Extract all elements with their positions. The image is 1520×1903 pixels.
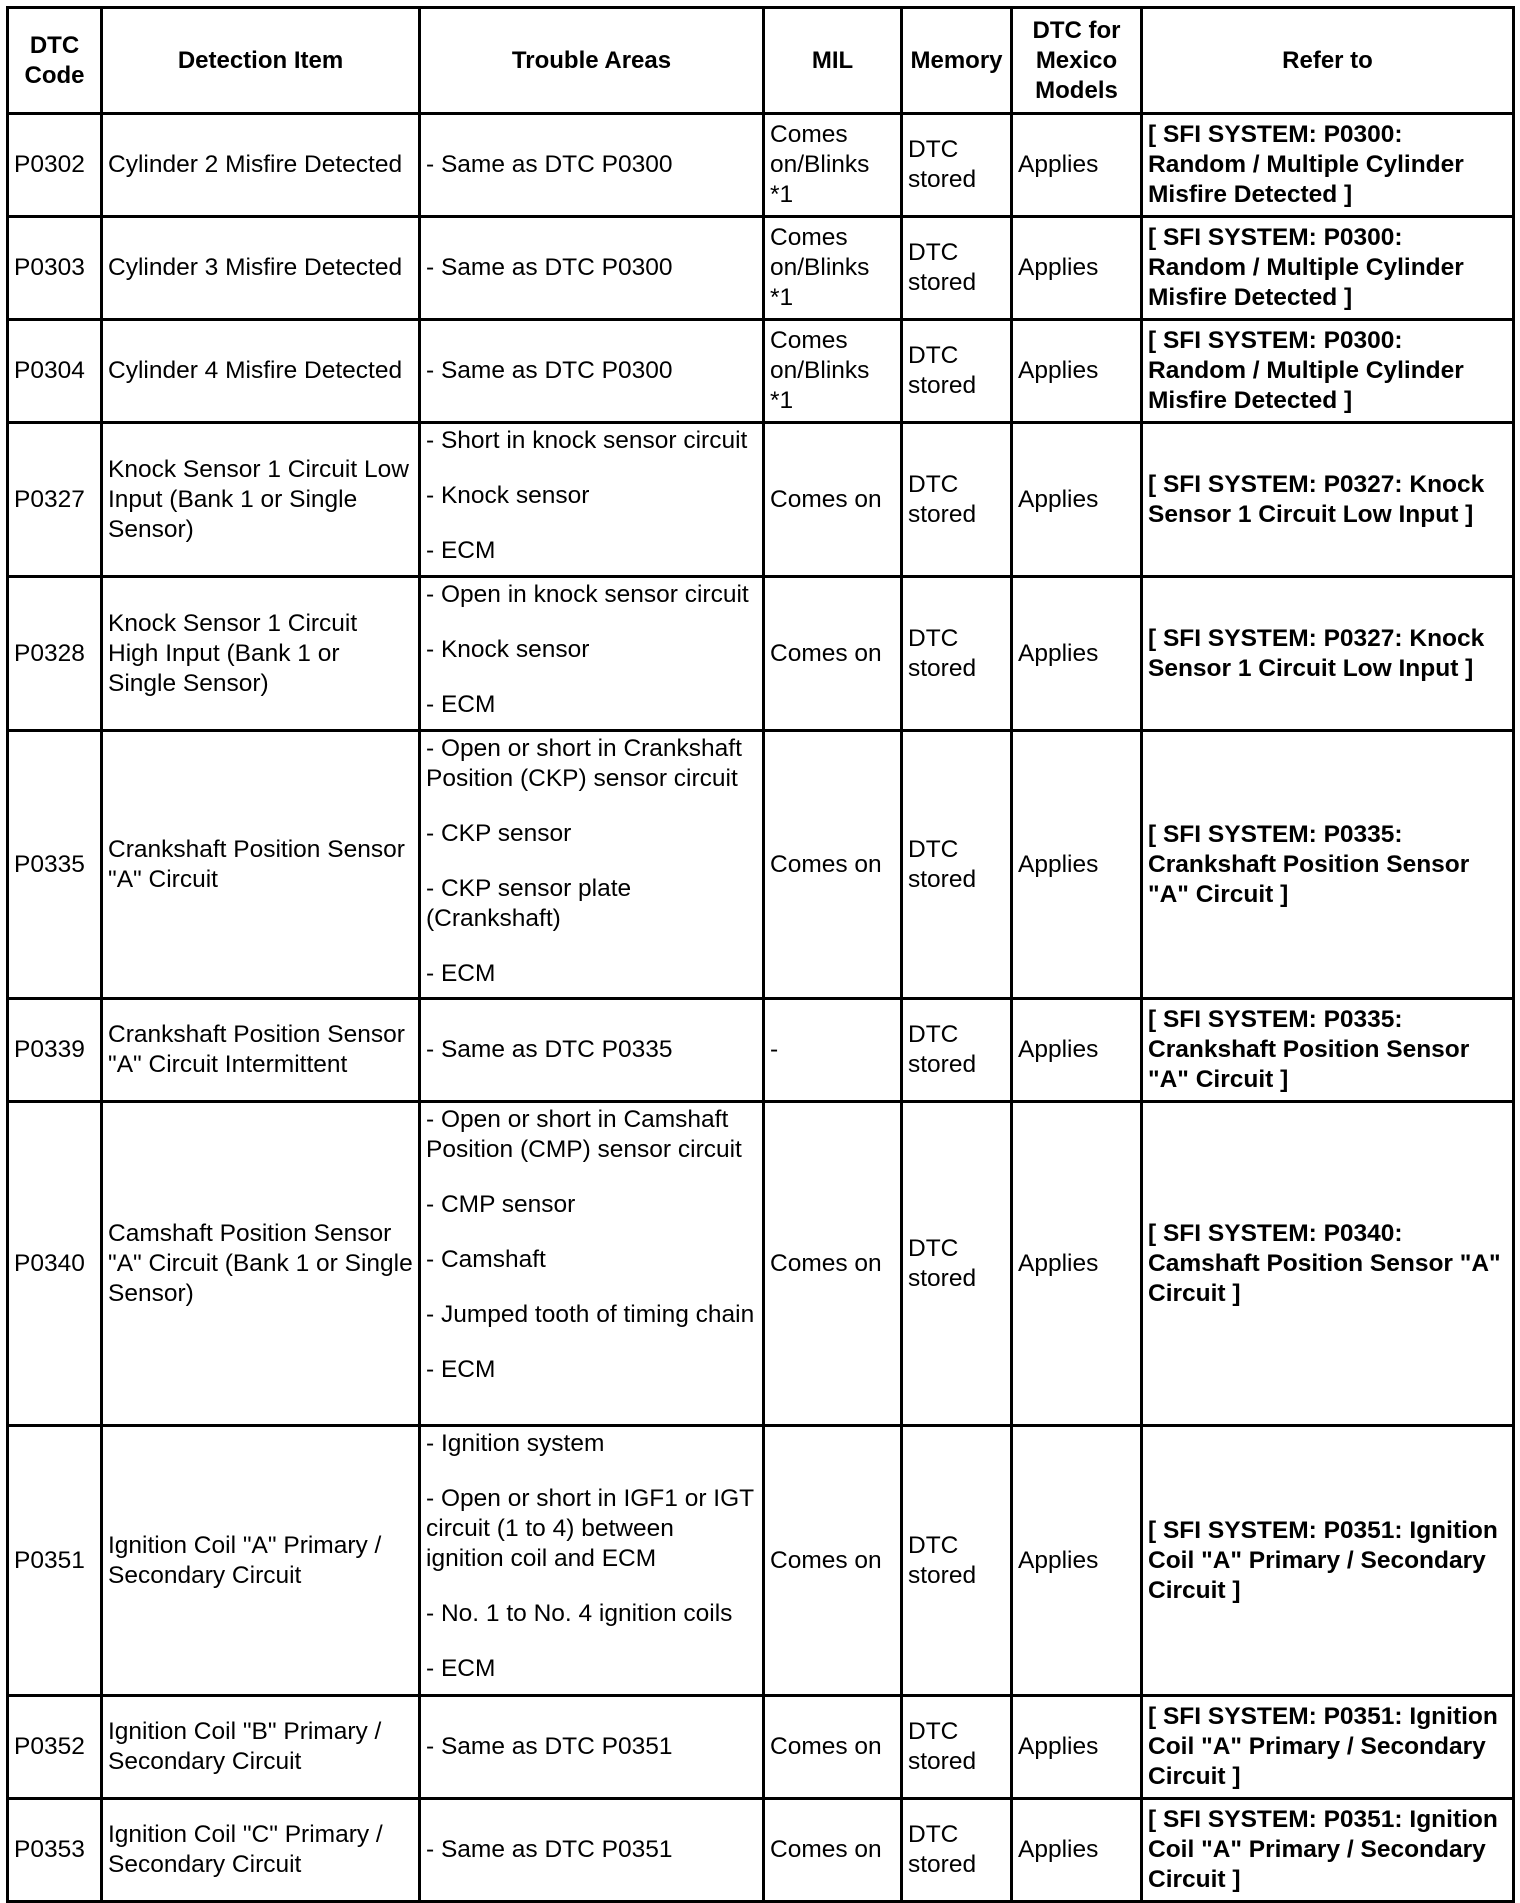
trouble-areas-cell [420, 423, 764, 577]
header-dtc-for-mexico: DTC for Mexico Models [1012, 8, 1142, 114]
refer-to-cell: [ SFI SYSTEM: P0335: Crankshaft Position Sensor "A" Circuit ] [1142, 999, 1514, 1102]
trouble-areas-cell [420, 577, 764, 731]
dtc-for-mexico-cell: Applies [1012, 1426, 1142, 1696]
dtc-code-cell: P0335 [8, 731, 102, 999]
detection-item-cell: Ignition Coil "B" Primary / Secondary Circuit [102, 1696, 420, 1799]
dtc-for-mexico-cell: Applies [1012, 1102, 1142, 1426]
detection-item-cell: Crankshaft Position Sensor "A" Circuit Intermittent [102, 999, 420, 1102]
dtc-for-mexico-cell: Applies [1012, 577, 1142, 731]
dtc-code-cell: P0327 [8, 423, 102, 577]
detection-item-cell: Ignition Coil "A" Primary / Secondary Circuit [102, 1426, 420, 1696]
trouble-areas-cell [420, 999, 764, 1102]
mil-cell: Comes on [764, 423, 902, 577]
mil-cell: Comes on [764, 1426, 902, 1696]
mil-cell: Comes on [764, 1102, 902, 1426]
table-row [8, 1696, 1514, 1799]
trouble-areas-cell [420, 1426, 764, 1696]
dtc-code-cell: P0351 [8, 1426, 102, 1696]
detection-item-cell: Crankshaft Position Sensor "A" Circuit [102, 731, 420, 999]
mil-cell: - [764, 999, 902, 1102]
dtc-code-cell: P0353 [8, 1799, 102, 1902]
memory-cell: DTC stored [902, 1696, 1012, 1799]
trouble-area-item: - Open or short in Camshaft Position (CMP) sensor circuit [426, 1106, 742, 1163]
mil-cell: Comes on/Blinks *1 [764, 217, 902, 320]
header-mil: MIL [764, 8, 902, 114]
trouble-area-item: - ECM [426, 537, 496, 564]
trouble-area-item: - Ignition system [426, 1430, 605, 1457]
table-header [8, 8, 1514, 114]
header-detection-item: Detection Item [102, 8, 420, 114]
detection-item-cell: Cylinder 2 Misfire Detected [102, 114, 420, 217]
trouble-area-item: - Open in knock sensor circuit [426, 581, 749, 608]
dtc-for-mexico-cell: Applies [1012, 1799, 1142, 1902]
memory-cell: DTC stored [902, 577, 1012, 731]
mil-cell: Comes on [764, 577, 902, 731]
trouble-area-item: - Open or short in IGF1 or IGT circuit (1 to 4) between ignition coil and ECM [426, 1485, 754, 1572]
dtc-code-cell: P0328 [8, 577, 102, 731]
dtc-for-mexico-cell: Applies [1012, 731, 1142, 999]
dtc-table [6, 6, 1515, 1903]
memory-cell: DTC stored [902, 1799, 1012, 1902]
memory-cell: DTC stored [902, 999, 1012, 1102]
refer-to-cell: [ SFI SYSTEM: P0300: Random / Multiple Cylinder Misfire Detected ] [1142, 320, 1514, 423]
refer-to-cell: [ SFI SYSTEM: P0335: Crankshaft Position Sensor "A" Circuit ] [1142, 731, 1514, 999]
trouble-area-item: - CKP sensor plate (Crankshaft) [426, 875, 632, 932]
table-row [8, 423, 1514, 577]
trouble-area-item: - Same as DTC P0351 [426, 1836, 673, 1863]
memory-cell: DTC stored [902, 217, 1012, 320]
dtc-code-cell: P0304 [8, 320, 102, 423]
table-row [8, 320, 1514, 423]
mil-cell: Comes on [764, 1696, 902, 1799]
trouble-areas-cell [420, 217, 764, 320]
trouble-area-item: - Same as DTC P0335 [426, 1036, 673, 1063]
detection-item-cell: Camshaft Position Sensor "A" Circuit (Bank 1 or Single Sensor) [102, 1102, 420, 1426]
dtc-code-cell: P0352 [8, 1696, 102, 1799]
mil-cell: Comes on/Blinks *1 [764, 114, 902, 217]
refer-to-cell: [ SFI SYSTEM: P0300: Random / Multiple Cylinder Misfire Detected ] [1142, 114, 1514, 217]
table-row [8, 1426, 1514, 1696]
detection-item-cell: Ignition Coil "C" Primary / Secondary Circuit [102, 1799, 420, 1902]
memory-cell: DTC stored [902, 423, 1012, 577]
dtc-code-cell: P0340 [8, 1102, 102, 1426]
header-row [8, 8, 1514, 114]
header-refer-to: Refer to [1142, 8, 1514, 114]
trouble-area-item: - No. 1 to No. 4 ignition coils [426, 1600, 733, 1627]
refer-to-cell: [ SFI SYSTEM: P0351: Ignition Coil "A" Primary / Secondary Circuit ] [1142, 1426, 1514, 1696]
dtc-code-cell: P0302 [8, 114, 102, 217]
trouble-area-item: - Knock sensor [426, 482, 590, 509]
refer-to-cell: [ SFI SYSTEM: P0340: Camshaft Position Sensor "A" Circuit ] [1142, 1102, 1514, 1426]
refer-to-cell: [ SFI SYSTEM: P0300: Random / Multiple Cylinder Misfire Detected ] [1142, 217, 1514, 320]
memory-cell: DTC stored [902, 1426, 1012, 1696]
table-body [8, 114, 1514, 1902]
trouble-area-item: - ECM [426, 960, 496, 987]
trouble-area-item: - Same as DTC P0300 [426, 151, 673, 178]
trouble-area-item: - ECM [426, 691, 496, 718]
refer-to-cell: [ SFI SYSTEM: P0351: Ignition Coil "A" Primary / Secondary Circuit ] [1142, 1696, 1514, 1799]
table-row [8, 1799, 1514, 1902]
table-row [8, 731, 1514, 999]
trouble-area-item: - Knock sensor [426, 636, 590, 663]
trouble-area-item: - Same as DTC P0300 [426, 254, 673, 281]
detection-item-cell: Cylinder 4 Misfire Detected [102, 320, 420, 423]
dtc-for-mexico-cell: Applies [1012, 1696, 1142, 1799]
trouble-area-item: - Jumped tooth of timing chain [426, 1301, 755, 1328]
detection-item-cell: Knock Sensor 1 Circuit Low Input (Bank 1 or Single Sensor) [102, 423, 420, 577]
trouble-area-item: - CMP sensor [426, 1191, 576, 1218]
mil-cell: Comes on/Blinks *1 [764, 320, 902, 423]
memory-cell: DTC stored [902, 1102, 1012, 1426]
trouble-areas-cell [420, 1102, 764, 1426]
trouble-area-item: - Same as DTC P0300 [426, 357, 673, 384]
dtc-code-cell: P0303 [8, 217, 102, 320]
trouble-area-item: - Camshaft [426, 1246, 546, 1273]
trouble-area-item: - CKP sensor [426, 820, 572, 847]
mil-cell: Comes on [764, 731, 902, 999]
trouble-area-item: - ECM [426, 1356, 496, 1383]
header-dtc-code: DTC Code [8, 8, 102, 114]
trouble-area-item: - ECM [426, 1655, 496, 1682]
memory-cell: DTC stored [902, 114, 1012, 217]
detection-item-cell: Knock Sensor 1 Circuit High Input (Bank 1 or Single Sensor) [102, 577, 420, 731]
trouble-areas-cell [420, 114, 764, 217]
trouble-areas-cell [420, 1799, 764, 1902]
table-row [8, 1102, 1514, 1426]
mil-cell: Comes on [764, 1799, 902, 1902]
dtc-for-mexico-cell: Applies [1012, 423, 1142, 577]
memory-cell: DTC stored [902, 320, 1012, 423]
header-trouble-areas: Trouble Areas [420, 8, 764, 114]
dtc-for-mexico-cell: Applies [1012, 999, 1142, 1102]
header-memory: Memory [902, 8, 1012, 114]
table-row [8, 577, 1514, 731]
table-row [8, 114, 1514, 217]
trouble-area-item: - Open or short in Crankshaft Position (CKP) sensor circuit [426, 735, 742, 792]
dtc-code-cell: P0339 [8, 999, 102, 1102]
refer-to-cell: [ SFI SYSTEM: P0327: Knock Sensor 1 Circuit Low Input ] [1142, 577, 1514, 731]
dtc-for-mexico-cell: Applies [1012, 114, 1142, 217]
trouble-areas-cell [420, 731, 764, 999]
memory-cell: DTC stored [902, 731, 1012, 999]
trouble-areas-cell [420, 1696, 764, 1799]
dtc-for-mexico-cell: Applies [1012, 320, 1142, 423]
table-row [8, 999, 1514, 1102]
refer-to-cell: [ SFI SYSTEM: P0327: Knock Sensor 1 Circuit Low Input ] [1142, 423, 1514, 577]
table-row [8, 217, 1514, 320]
dtc-for-mexico-cell: Applies [1012, 217, 1142, 320]
trouble-areas-cell [420, 320, 764, 423]
detection-item-cell: Cylinder 3 Misfire Detected [102, 217, 420, 320]
trouble-area-item: - Same as DTC P0351 [426, 1733, 673, 1760]
refer-to-cell: [ SFI SYSTEM: P0351: Ignition Coil "A" Primary / Secondary Circuit ] [1142, 1799, 1514, 1902]
trouble-area-item: - Short in knock sensor circuit [426, 427, 748, 454]
